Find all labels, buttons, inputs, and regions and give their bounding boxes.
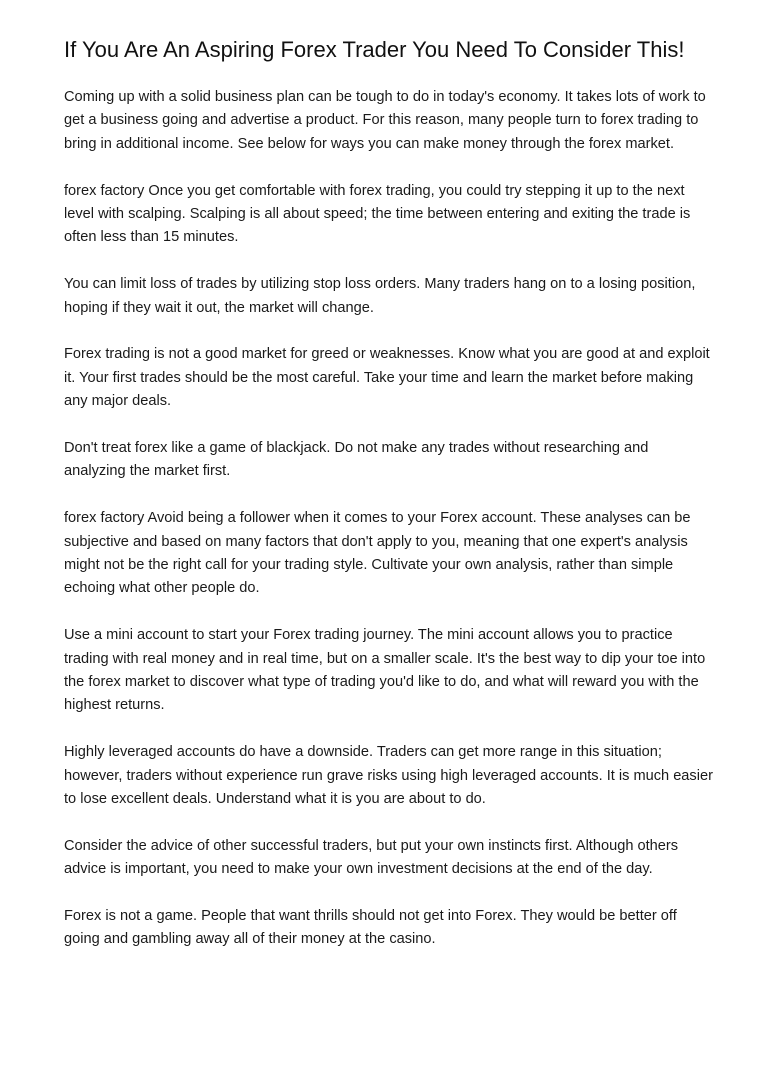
document-page [64, 38, 714, 975]
paragraph: Don't treat forex like a game of blackjack. Do not make any trades without researching and analyzing the market first. [64, 440, 649, 480]
paragraph: Use a mini account to start your Forex trading journey. The mini account allows you to practice trading with real money and in real time, but on a smaller scale. It's the best way to dip your toe into the forex market to discover what type of trading you'd like to do, and what will reward you with the highest returns. [64, 627, 706, 714]
paragraph: Coming up with a solid business plan can be tough to do in today's economy. It takes lots of work to get a business going and advertise a product. For this reason, many people turn to forex trading to bring in additional income. See below for ways you can make money through the forex market. [64, 89, 706, 152]
paragraph: Highly leveraged accounts do have a downside. Traders can get more range in this situation; however, traders without experience run grave risks using high leveraged accounts. It is much easier to lose excellent deals. Understand what it is you are about to do. [64, 744, 713, 808]
paragraph: You can limit loss of trades by utilizing stop loss orders. Many traders hang on to a losing position, hoping if they wait it out, the market will change. [64, 276, 696, 316]
paragraph: forex factory Avoid being a follower when it comes to your Forex account. These analyses can be subjective and based on many factors that don't apply to you, meaning that one expert's analysis might not be the right call for your trading style. Cultivate your own analysis, rather than simple echoing what other people do. [64, 510, 691, 597]
paragraph: Forex trading is not a good market for greed or weaknesses. Know what you are good at and exploit it. Your first trades should be the most careful. Take your time and learn the market before making any major deals. [64, 346, 710, 410]
document-title: If You Are An Aspiring Forex Trader You Need To Consider This! [64, 37, 685, 62]
paragraph: Forex is not a game. People that want thrills should not get into Forex. They would be better off going and gambling away all of their money at the casino. [64, 908, 677, 948]
paragraph: Consider the advice of other successful traders, but put your own instincts first. Although others advice is important, you need to make your own investment decisions at the end of the day. [64, 837, 679, 878]
paragraph: forex factory Once you get comfortable with forex trading, you could try stepping it up to the next level with scalping. Scalping is all about speed; the time between entering and exiting the trade is often less than 15 minutes. [64, 182, 691, 246]
